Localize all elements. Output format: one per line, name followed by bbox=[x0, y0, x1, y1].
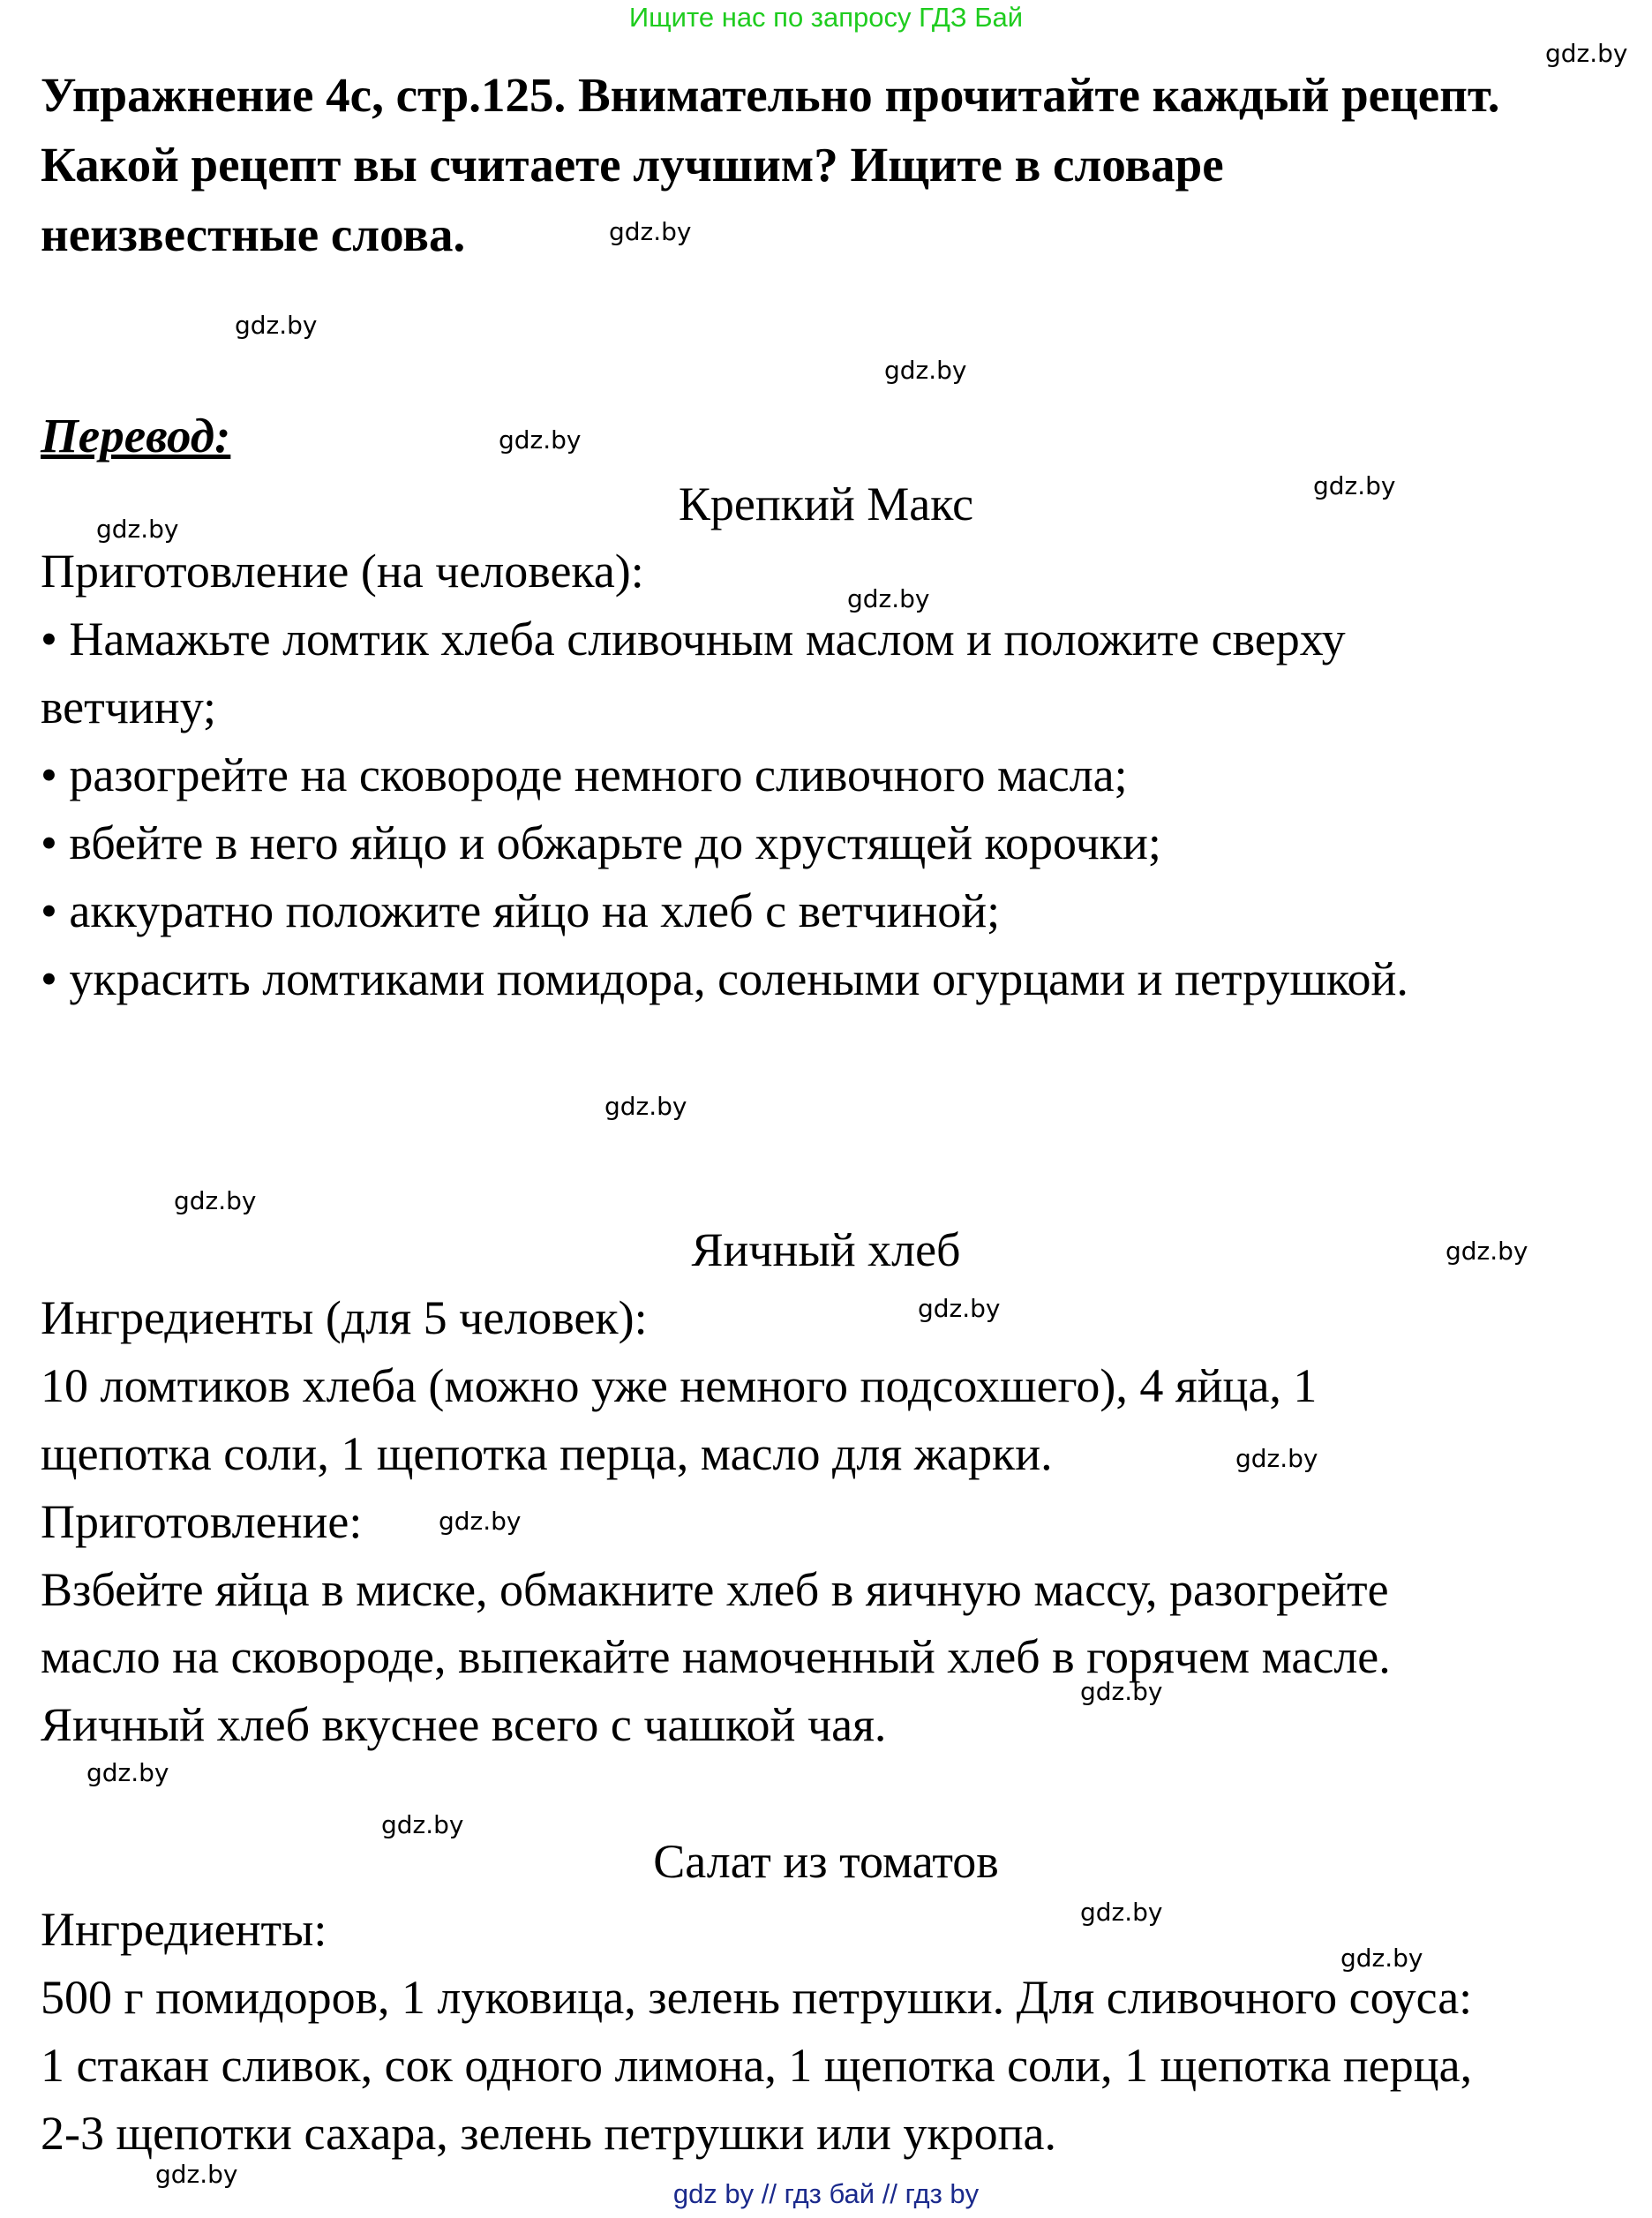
watermark-text: gdz.by bbox=[609, 217, 692, 246]
watermark-text: gdz.by bbox=[1340, 1944, 1423, 1973]
footer-links bbox=[0, 2178, 1652, 2210]
footer-link[interactable]: гдз by bbox=[905, 2178, 980, 2209]
recipe-title: Яичный хлеб bbox=[691, 1223, 961, 1276]
watermark-text: gdz.by bbox=[439, 1507, 522, 1536]
recipe-line: • Намажьте ломтик хлеба сливочным маслом и положите сверху bbox=[41, 613, 1346, 665]
recipe-line: Ингредиенты: bbox=[41, 1903, 327, 1956]
recipe-line: • аккуратно положите яйцо на хлеб с ветчиной; bbox=[41, 884, 1001, 937]
recipe-line: Яичный хлеб вкуснее всего с чашкой чая. bbox=[41, 1698, 887, 1751]
translation-heading: Перевод: bbox=[41, 409, 231, 462]
recipe-line: 2-3 щепотки сахара, зелень петрушки или укропа. bbox=[41, 2107, 1056, 2160]
watermark-text: gdz.by bbox=[604, 1092, 687, 1121]
recipe-line: щепотка соли, 1 щепотка перца, масло для жарки. bbox=[41, 1427, 1053, 1480]
exercise-heading-line: Упражнение 4c, стр.125. Внимательно прочитайте каждый рецепт. bbox=[41, 68, 1500, 122]
watermark-text: gdz.by bbox=[174, 1186, 257, 1215]
recipe-line: Взбейте яйца в миске, обмакните хлеб в яичную массу, разогрейте bbox=[41, 1563, 1389, 1616]
watermark-text: gdz.by bbox=[1235, 1444, 1318, 1473]
watermark-text: gdz.by bbox=[884, 356, 967, 385]
watermark-text: gdz.by bbox=[235, 311, 318, 340]
footer-separator: // bbox=[882, 2178, 897, 2209]
recipe-line: 10 ломтиков хлеба (можно уже немного подсохшего), 4 яйца, 1 bbox=[41, 1359, 1318, 1412]
watermark-text: gdz.by bbox=[918, 1294, 1001, 1323]
watermark-text: gdz.by bbox=[1080, 1677, 1163, 1706]
watermark-text: gdz.by bbox=[155, 2160, 238, 2189]
recipe-line: Приготовление (на человека): bbox=[41, 545, 644, 598]
top-banner bbox=[0, 2, 1652, 34]
watermark-text: gdz.by bbox=[499, 425, 582, 455]
exercise-heading-line: Какой рецепт вы считаете лучшим? Ищите в словаре bbox=[41, 138, 1224, 192]
recipe-line: Приготовление: bbox=[41, 1495, 363, 1548]
exercise-heading bbox=[41, 60, 1629, 269]
recipe-line: 500 г помидоров, 1 луковица, зелень петрушки. Для сливочного соуса: bbox=[41, 1971, 1473, 2024]
footer-separator: // bbox=[761, 2178, 777, 2209]
recipe-line: масло на сковороде, выпекайте намоченный хлеб в горячем масле. bbox=[41, 1630, 1391, 1683]
top-banner-link[interactable]: Ищите нас по запросу ГДЗ Бай bbox=[628, 2, 1024, 33]
recipe-line: 1 стакан сливок, сок одного лимона, 1 щепотка соли, 1 щепотка перца, bbox=[41, 2039, 1473, 2092]
watermark-text: gdz.by bbox=[86, 1758, 169, 1787]
watermark-text: gdz.by bbox=[381, 1810, 464, 1839]
watermark-text: gdz.by bbox=[96, 515, 179, 544]
recipe-title: Крепкий Макс bbox=[678, 477, 974, 530]
footer-link[interactable]: gdz by bbox=[672, 2178, 755, 2209]
recipe-line: • разогрейте на сковороде немного сливочного масла; bbox=[41, 748, 1128, 801]
watermark-text: gdz.by bbox=[1446, 1237, 1528, 1266]
recipe-line: ветчину; bbox=[41, 680, 216, 733]
footer-link[interactable]: гдз бай bbox=[784, 2178, 875, 2209]
watermark-text: gdz.by bbox=[1313, 471, 1396, 500]
recipe-line: Ингредиенты (для 5 человек): bbox=[41, 1291, 648, 1344]
exercise-heading-line: неизвестные слова. bbox=[41, 207, 466, 261]
watermark-text: gdz.by bbox=[1080, 1898, 1163, 1927]
recipe-line: • вбейте в него яйцо и обжарьте до хрустящей корочки; bbox=[41, 816, 1161, 869]
recipe-title: Салат из томатов bbox=[653, 1835, 999, 1888]
recipe-line: • украсить ломтиками помидора, солеными огурцами и петрушкой. bbox=[41, 952, 1408, 1005]
watermark-text: gdz.by bbox=[1545, 39, 1628, 68]
watermark-text: gdz.by bbox=[847, 584, 930, 613]
